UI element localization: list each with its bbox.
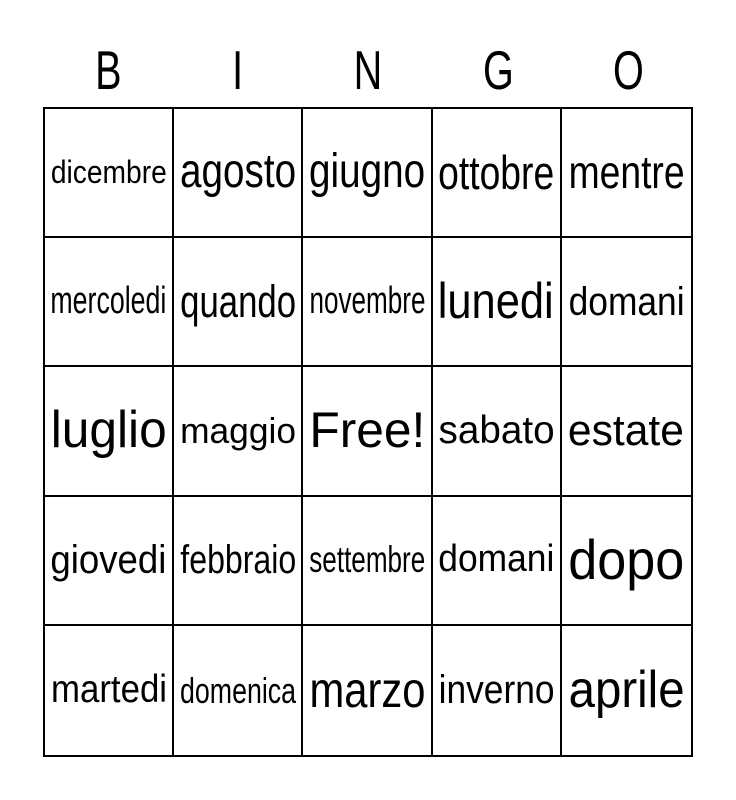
- bingo-cell-r3c1[interactable]: [45, 367, 174, 496]
- bingo-cell-r5c2[interactable]: [174, 626, 303, 755]
- bingo-cell-r3c5[interactable]: [562, 367, 691, 496]
- bingo-title: [43, 38, 693, 102]
- bingo-letter-b-text: B: [94, 39, 122, 101]
- bingo-cell-label: giugno: [308, 145, 426, 199]
- bingo-cell-r5c1[interactable]: [45, 626, 174, 755]
- bingo-cell-free[interactable]: [303, 367, 432, 496]
- bingo-cell-r3c4[interactable]: [433, 367, 562, 496]
- bingo-cell-label: inverno: [438, 668, 555, 713]
- bingo-cell-label: domani: [568, 279, 685, 324]
- bingo-letter-i: [173, 38, 303, 102]
- bingo-letter-n-text: N: [353, 39, 383, 101]
- bingo-cell-r5c3[interactable]: [303, 626, 432, 755]
- bingo-cell-label: luglio: [50, 401, 167, 460]
- bingo-cell-label: agosto: [179, 145, 296, 199]
- bingo-cell-r2c2[interactable]: [174, 238, 303, 367]
- bingo-cell-label: febbraio: [179, 538, 296, 583]
- bingo-cell-r1c1[interactable]: [45, 109, 174, 238]
- bingo-cell-r1c2[interactable]: [174, 109, 303, 238]
- free-cell-label: Free!: [308, 402, 425, 459]
- bingo-cell-r4c4[interactable]: [433, 497, 562, 626]
- bingo-cell-label: novembre: [309, 279, 425, 322]
- bingo-cell-r1c5[interactable]: [562, 109, 691, 238]
- bingo-cell-r4c3[interactable]: [303, 497, 432, 626]
- bingo-cell-r3c2[interactable]: [174, 367, 303, 496]
- bingo-cell-r5c4[interactable]: [433, 626, 562, 755]
- bingo-cell-r1c3[interactable]: [303, 109, 432, 238]
- bingo-cell-label: domani: [438, 538, 555, 581]
- bingo-cell-label: martedi: [50, 667, 167, 711]
- bingo-cell-r2c5[interactable]: [562, 238, 691, 367]
- bingo-cell-label: quando: [179, 276, 296, 328]
- bingo-cell-label: dicembre: [50, 154, 167, 190]
- bingo-cell-r2c3[interactable]: [303, 238, 432, 367]
- bingo-cell-r4c5[interactable]: [562, 497, 691, 626]
- bingo-letter-n: [303, 38, 433, 102]
- bingo-cell-label: mentre: [568, 146, 685, 199]
- bingo-cell-label: marzo: [308, 661, 425, 718]
- bingo-cell-label: giovedi: [50, 538, 167, 583]
- bingo-cell-label: sabato: [438, 408, 555, 452]
- bingo-letter-o-text: O: [612, 39, 644, 101]
- bingo-letter-i-text: I: [232, 39, 244, 101]
- bingo-cell-label: settembre: [309, 538, 425, 580]
- bingo-cell-label: aprile: [568, 660, 685, 719]
- bingo-letter-b: [43, 38, 173, 102]
- bingo-cell-label: dopo: [568, 528, 685, 592]
- bingo-cell-r1c4[interactable]: [433, 109, 562, 238]
- bingo-cell-label: estate: [568, 405, 685, 455]
- bingo-cell-r4c2[interactable]: [174, 497, 303, 626]
- bingo-cell-r2c4[interactable]: [433, 238, 562, 367]
- bingo-cell-label: domenica: [179, 669, 296, 711]
- bingo-cell-r2c1[interactable]: [45, 238, 174, 367]
- bingo-letter-o: [563, 38, 693, 102]
- bingo-card-grid: [43, 107, 693, 757]
- bingo-cell-label: maggio: [179, 410, 296, 452]
- bingo-cell-label: lunedi: [438, 273, 555, 330]
- bingo-cell-label: mercoledi: [50, 279, 167, 322]
- bingo-cell-r5c5[interactable]: [562, 626, 691, 755]
- bingo-cell-r4c1[interactable]: [45, 497, 174, 626]
- bingo-letter-g-text: G: [482, 39, 514, 101]
- bingo-letter-g: [433, 38, 563, 102]
- bingo-cell-label: ottobre: [438, 145, 555, 199]
